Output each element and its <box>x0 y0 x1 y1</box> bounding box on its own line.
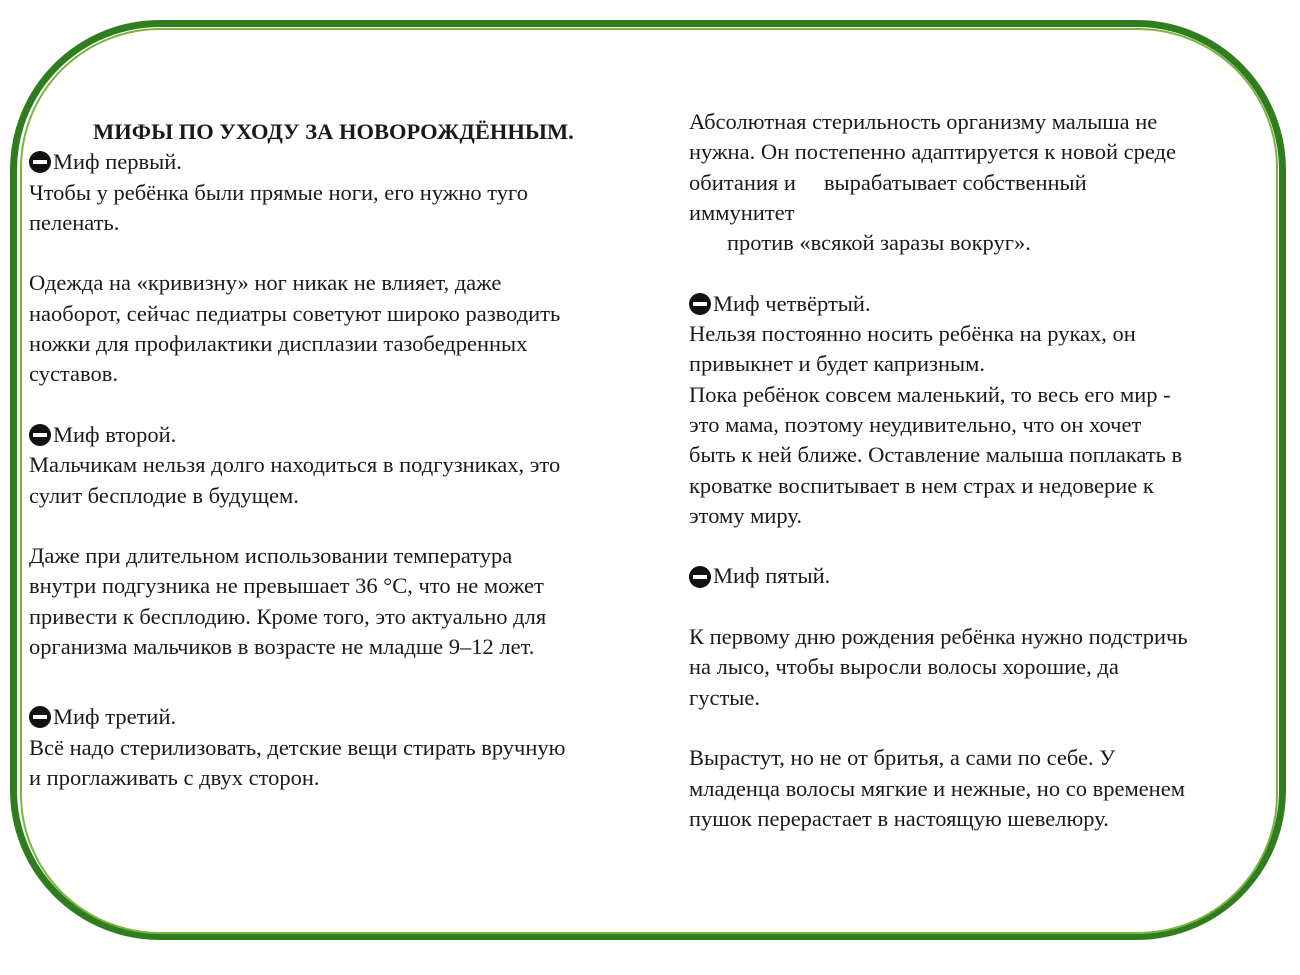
myth-5-claim-line: густые. <box>689 684 761 710</box>
myth-5-answer-line: младенца волосы мягкие и нежные, но со временем <box>689 775 1185 801</box>
myth-3-claim-line: и проглаживать с двух сторон. <box>29 764 320 790</box>
myth-1-answer-line: Одежда на «кривизну» ног никак не влияет, даже <box>29 270 502 296</box>
myth-4-answer-line: этому миру. <box>689 502 802 528</box>
myth-3-answer-line: Абсолютная стерильность организму малыша не <box>689 109 1158 134</box>
myth-4-claim-line: привыкнет и будет капризным. <box>689 351 985 377</box>
myth-5-heading: Миф пятый. <box>689 561 1264 591</box>
stop-icon <box>29 424 51 446</box>
page-title: МИФЫ ПО УХОДУ ЗА НОВОРОЖДЁННЫМ. <box>93 119 574 144</box>
myth-2-claim-line: сулит бесплодие в будущем. <box>29 482 299 508</box>
myth-3-answer-line: иммунитет <box>689 199 795 225</box>
myth-4-answer-line: быть к ней ближе. Оставление малыша поплакать в <box>689 442 1183 468</box>
myth-4-answer-line: кроватке воспитывает в нем страх и недоверие к <box>689 472 1154 498</box>
myth-3-answer-line: против «всякой заразы вокруг». <box>727 230 1031 256</box>
myth-5-claim-line: на лысо, чтобы выросли волосы хорошие, да <box>689 654 1119 680</box>
myth-2-claim-line: Мальчикам нельзя долго находиться в подгузниках, это <box>29 452 561 478</box>
myth-2-answer-line: внутри подгузника не превышает 36 °C, что не может <box>29 573 544 599</box>
myth-1-claim-line: пеленать. <box>29 209 120 235</box>
stop-icon <box>689 293 711 315</box>
myth-3-answer-line: обитания и вырабатывает собственный <box>689 169 1087 195</box>
myth-1-answer-line: наоборот, сейчас педиатры советуют широко разводить <box>29 300 561 326</box>
myth-1-heading: Миф первый. <box>29 147 649 177</box>
myth-4-answer-line: Пока ребёнок совсем маленький, то весь его мир - <box>689 381 1171 407</box>
myth-1-answer-line: ножки для профилактики дисплазии тазобедренных <box>29 331 528 357</box>
myth-3-answer-line: нужна. Он постепенно адаптируется к новой среде <box>689 139 1176 165</box>
stop-icon <box>29 151 51 173</box>
myth-5-answer-line: Вырастут, но не от бритья, а сами по себе. У <box>689 745 1116 771</box>
right-column <box>689 107 1264 834</box>
left-column <box>29 117 649 793</box>
myth-2-answer-line: организма мальчиков в возрасте не младше 9–12 лет. <box>29 634 535 660</box>
myth-1-answer-line: суставов. <box>29 361 118 387</box>
myth-2-answer-line: привести к бесплодию. Кроме того, это актуально для <box>29 603 547 629</box>
myth-3-heading: Миф третий. <box>29 702 649 732</box>
myth-2-answer-line: Даже при длительном использовании температура <box>29 543 513 569</box>
myth-3-claim-line: Всё надо стерилизовать, детские вещи стирать вручную <box>29 734 566 760</box>
myth-5-claim-line: К первому дню рождения ребёнка нужно подстричь <box>689 624 1188 650</box>
myth-2-heading: Миф второй. <box>29 420 649 450</box>
myth-4-heading: Миф четвёртый. <box>689 289 1264 319</box>
myth-4-claim-line: Нельзя постоянно носить ребёнка на руках, он <box>689 321 1136 347</box>
myth-5-answer-line: пушок перерастает в настоящую шевелюру. <box>689 805 1109 831</box>
stop-icon <box>689 566 711 588</box>
myth-4-answer-line: это мама, поэтому неудивительно, что он хочет <box>689 411 1142 437</box>
myth-1-claim-line: Чтобы у ребёнка были прямые ноги, его нужно туго <box>29 179 528 205</box>
stop-icon <box>29 706 51 728</box>
